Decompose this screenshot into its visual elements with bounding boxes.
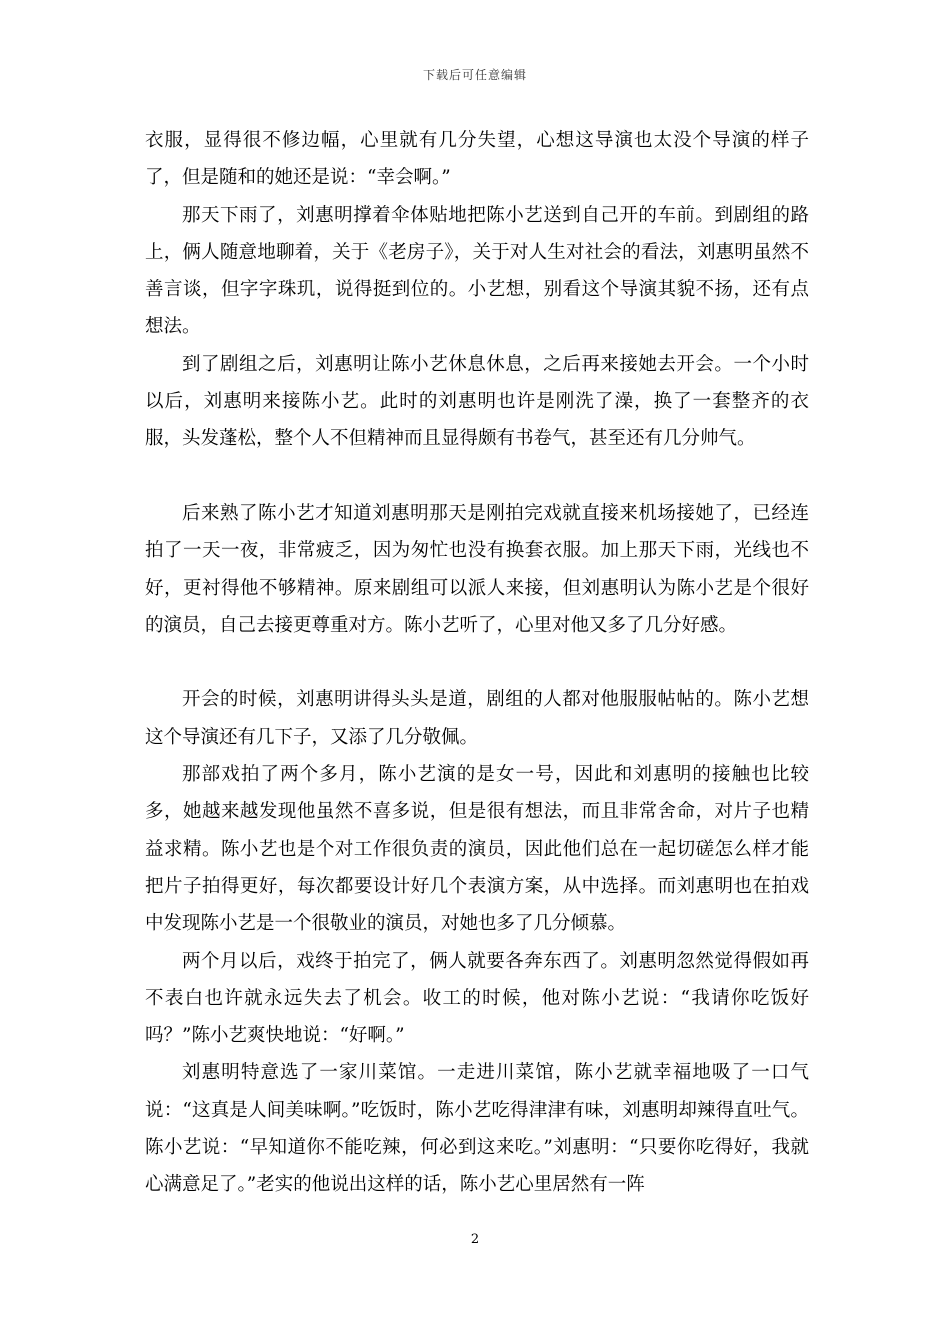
paragraph-3: 到了剧组之后，刘惠明让陈小艺休息休息，之后再来接她去开会。一个小时以后，刘惠明来接陈小艺。此时的刘惠明也许是刚洗了澡，换了一套整齐的衣服，头发蓬松，整个人不但精神而且显得颇有书卷气，甚至还有几分帅气。 bbox=[145, 353, 809, 450]
page-number: 2 bbox=[470, 1232, 480, 1247]
paragraph-7: 两个月以后，戏终于拍完了，俩人就要各奔东西了。刘惠明忽然觉得假如再不表白也许就永远失去了机会。收工的时候，他对陈小艺说：“我请你吃饭好吗？”陈小艺爽快地说：“好啊。” bbox=[145, 950, 809, 1047]
body-text bbox=[145, 122, 809, 1204]
paragraph-6: 那部戏拍了两个多月，陈小艺演的是女一号，因此和刘惠明的接触也比较多，她越来越发现他虽然不喜多说，但是很有想法，而且非常舍命，对片子也精益求精。陈小艺也是个对工作很负责的演员，因此他们总在一起切磋怎么样才能把片子拍得更好，每次都要设计好几个表演方案，从中选择。而刘惠明也在拍戏中发现陈小艺是一个很敬业的演员，对她也多了几分倾慕。 bbox=[145, 764, 809, 935]
paragraph-8: 刘惠明特意选了一家川菜馆。一走进川菜馆，陈小艺就幸福地吸了一口气说：“这真是人间美味啊。”吃饭时，陈小艺吃得津津有味，刘惠明却辣得直吐气。陈小艺说：“早知道你不能吃辣，何必到这来吃。”刘惠明：“只要你吃得好，我就心满意足了。”老实的他说出这样的话，陈小艺心里居然有一阵 bbox=[145, 1062, 809, 1196]
page-header: 下载后可任意编辑 bbox=[422, 68, 527, 82]
paragraph-1: 衣服，显得很不修边幅，心里就有几分失望，心想这导演也太没个导演的样子了，但是随和的她还是说：“幸会啊。” bbox=[145, 130, 809, 189]
paragraph-5: 开会的时候，刘惠明讲得头头是道，剧组的人都对他服服帖帖的。陈小艺想这个导演还有几下子，又添了几分敬佩。 bbox=[145, 689, 809, 748]
paragraph-2: 那天下雨了，刘惠明撑着伞体贴地把陈小艺送到自己开的车前。到剧组的路上，俩人随意地聊着，关于《老房子》，关于对人生对社会的看法，刘惠明虽然不善言谈，但字字珠玑，说得挺到位的。小艺想，别看这个导演其貌不扬，还有点想法。 bbox=[145, 204, 809, 338]
paragraph-4: 后来熟了陈小艺才知道刘惠明那天是刚拍完戏就直接来机场接她了，已经连拍了一天一夜，非常疲乏，因为匆忙也没有换套衣服。加上那天下雨，光线也不好，更衬得他不够精神。原来剧组可以派人来接，但刘惠明认为陈小艺是个很好的演员，自己去接更尊重对方。陈小艺听了，心里对他又多了几分好感。 bbox=[145, 502, 809, 636]
